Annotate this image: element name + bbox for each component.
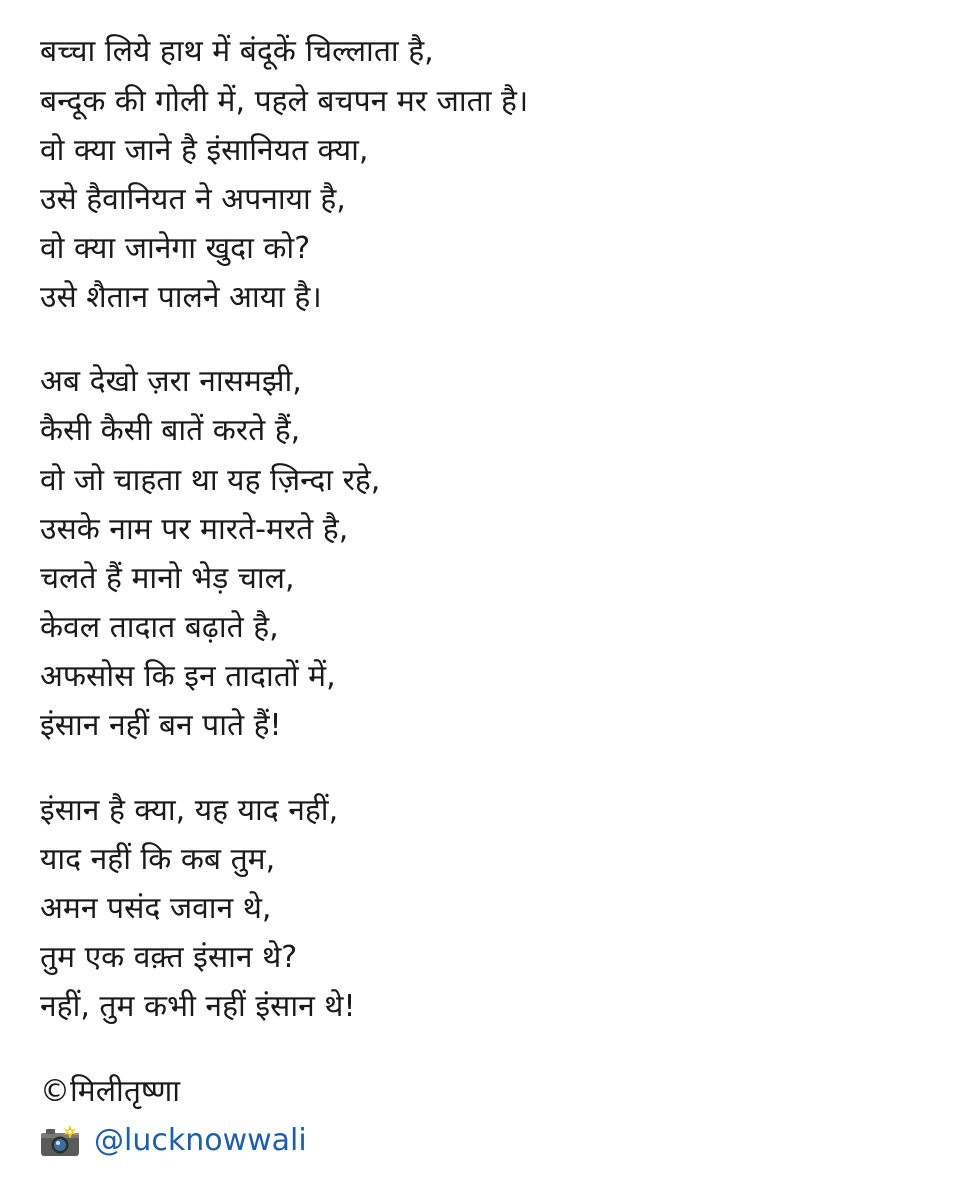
handle-link[interactable]: @lucknowwali [94,1123,307,1158]
poem-line: चलते हैं मानो भेड़ चाल, [40,561,295,596]
poem-line: तुम एक वक़्त इंसान थे? [40,940,298,975]
camera-flash-icon [40,1125,80,1157]
poem-line: इंसान है क्या, यह याद नहीं, [40,793,339,828]
poem-line: उसके नाम पर मारते-मरते है, [40,512,349,547]
poem-line: याद नहीं कि कब तुम, [40,842,276,877]
poem-line: कैसी कैसी बातें करते हैं, [40,413,301,448]
poem-line: वो क्या जाने है इंसानियत क्या, [40,133,369,168]
poem-line: उसे शैतान पालने आया है। [40,280,322,315]
poem-line: उसे हैवानियत ने अपनाया है, [40,182,346,217]
poem-line: नहीं, तुम कभी नहीं इंसान थे! [40,989,356,1024]
poem-line: वो जो चाहता था यह ज़िन्दा रहे, [40,463,381,498]
poem-line: वो क्या जानेगा खुदा को? [40,231,311,266]
poem-line: केवल तादात बढ़ाते है, [40,610,279,645]
poem-line: बन्दूक की गोली में, पहले बचपन मर जाता है। [40,84,529,119]
poem-line: अमन पसंद जवान थे, [40,891,272,926]
poem-line: अफसोस कि इन तादातों में, [40,659,336,694]
poem-line: अब देखो ज़रा नासमझी, [40,364,302,399]
signature: ©मिलीतृष्णा [40,1074,181,1109]
poem-line: इंसान नहीं बन पाते हैं! [40,708,282,743]
poem-line: बच्चा लिये हाथ में बंदूकें चिल्लाता है, [40,34,434,69]
social-handle [40,1121,307,1161]
